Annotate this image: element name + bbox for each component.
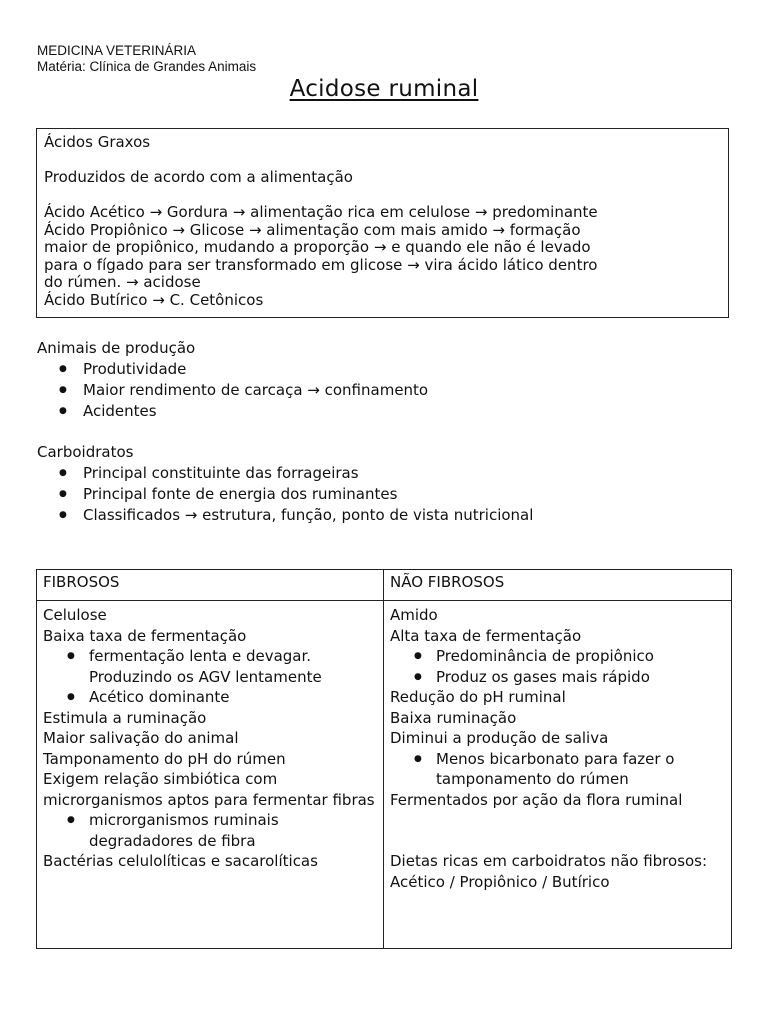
list-item: ● Produtividade [37,359,428,380]
cell-line: Exigem relação simbiótica com microrganismos aptos para fermentar fibras [43,770,375,809]
cell-line: Baixa taxa de fermentação [43,626,247,645]
production-animals-section [37,338,428,422]
cell-line: Alta taxa de fermentação [390,626,582,645]
non-fibrous-cell [384,601,732,949]
subject-name: Matéria: Clínica de Grandes Animais [37,59,257,74]
carbohydrates-section [37,442,533,526]
cell-line: Baixa ruminação [390,708,517,727]
fatty-acids-intro: Produzidos de acordo com a alimentação [44,168,353,186]
cell-bullet: ● Menos bicarbonato para fazer o tamponamento do rúmen [390,749,727,790]
fatty-acids-box [36,128,729,318]
header-fibrous: FIBROSOS [37,570,384,601]
table-header-row [37,570,732,601]
cell-line: Tamponamento do pH do rúmen [43,749,286,768]
fatty-acid-line: do rúmen. → acidose [44,273,201,291]
carbohydrates-heading: Carboidratos [37,443,134,461]
production-animals-heading: Animais de produção [37,339,196,357]
header-non-fibrous: NÃO FIBROSOS [384,570,732,601]
list-item: ● Principal constituinte das forrageiras [37,463,533,484]
cell-bullet: ● Produz os gases mais rápido [390,667,727,688]
list-item: ● Principal fonte de energia dos ruminantes [37,484,533,505]
carbohydrates-list [37,463,533,526]
fatty-acid-line: Ácido Butírico → C. Cetônicos [44,290,264,309]
cell-line: Amido [390,606,438,624]
list-item: ● Maior rendimento de carcaça → confinamento [37,380,428,401]
fatty-acid-line: Ácido Propiônico → Glicose → alimentação com mais amido → formação [44,220,581,239]
cell-line: Dietas ricas em carboidratos não fibrosos: [390,852,708,870]
table-row [37,601,732,949]
cell-line: Estimula a ruminação [43,708,207,727]
course-name: MEDICINA VETERINÁRIA [37,43,197,58]
cell-bullet: ● Acético dominante [43,687,379,708]
cell-line: Redução do pH ruminal [390,688,566,706]
cell-line: Acético / Propiônico / Butírico [390,872,610,891]
cell-line: Bactérias celulolíticas e sacarolíticas [43,852,318,870]
fibrous-comparison-table [36,569,732,949]
cell-line: Fermentados por ação da flora ruminal [390,790,683,809]
cell-line: Maior salivação do animal [43,729,239,747]
list-item: ● Acidentes [37,401,428,422]
cell-bullet: ● microrganismos ruminais degradadores de fibra [43,810,379,851]
page-title: Acidose ruminal [289,76,479,102]
fatty-acid-line: para o fígado para ser transformado em glicose → vira ácido lático dentro [44,255,598,274]
fatty-acid-line: maior de propiônico, mudando a proporção → e quando ele não é levado [44,238,591,256]
cell-bullet: ● fermentação lenta e devagar. Produzindo os AGV lentamente [43,646,379,687]
fatty-acid-line: Ácido Acético → Gordura → alimentação rica em celulose → predominante [44,203,598,221]
cell-line: Diminui a produção de saliva [390,729,609,747]
cell-bullet: ● Predominância de propiônico [390,646,727,667]
fibrous-cell [37,601,384,949]
document-header [37,43,256,75]
production-animals-list [37,359,428,422]
list-item: ● Classificados → estrutura, função, ponto de vista nutricional [37,505,533,526]
fatty-acids-heading: Ácidos Graxos [44,133,151,151]
cell-line: Celulose [43,606,107,624]
